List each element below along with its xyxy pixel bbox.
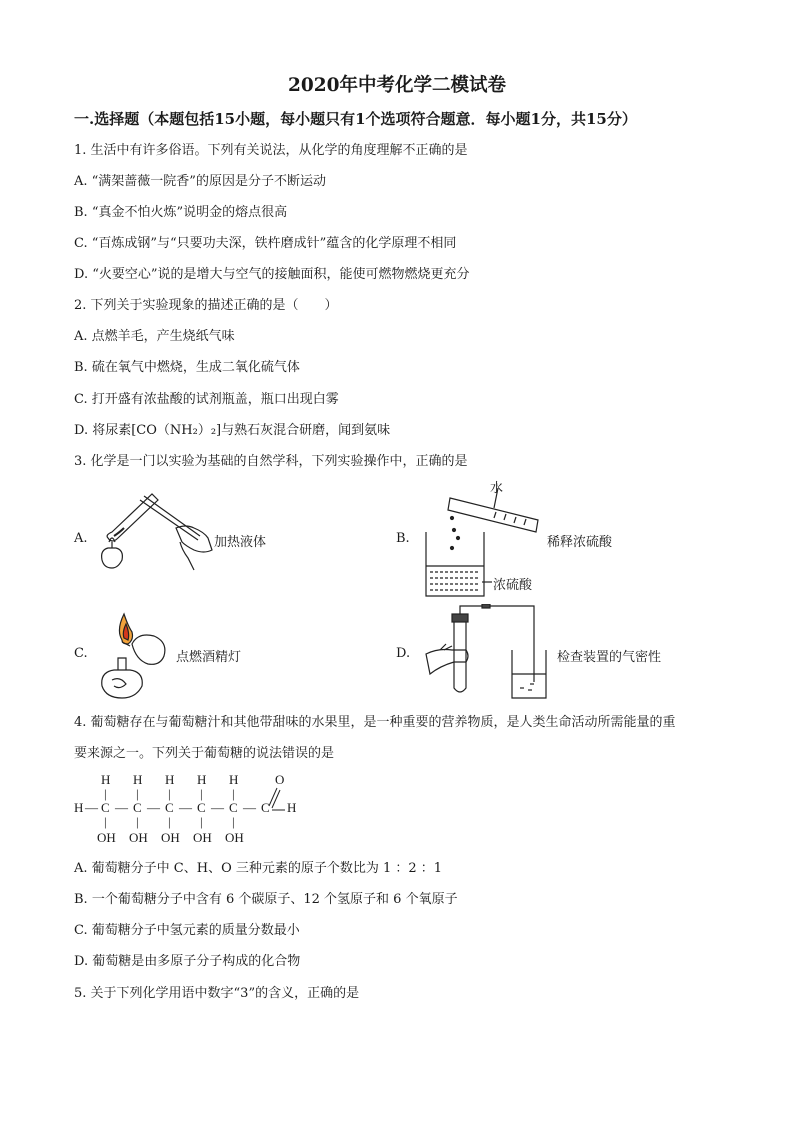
group-oh: OH <box>225 830 244 845</box>
group-oh: OH <box>161 830 180 845</box>
figure-a-letter: A. <box>74 531 88 546</box>
group-oh: OH <box>129 830 148 845</box>
atom-c: C <box>165 800 174 815</box>
page-title: 2020年中考化学二模试卷 <box>288 75 506 96</box>
bond-horizontal: — <box>147 800 160 815</box>
question-4-option-c: C. 葡萄糖分子中氢元素的质量分数最小 <box>74 923 300 938</box>
bond-vertical: | <box>136 814 139 829</box>
question-3-stem: 3. 化学是一门以实验为基础的自然学科，下列实验操作中，正确的是 <box>74 454 468 469</box>
question-4-option-a: A. 葡萄糖分子中 C、H、O 三种元素的原子个数比为 1 ：2 ：1 <box>74 861 443 876</box>
bond-vertical: | <box>200 814 203 829</box>
bond-vertical: | <box>168 786 171 801</box>
atom-c: C <box>197 800 206 815</box>
atom-c: C <box>133 800 142 815</box>
figure-b-water-label: 水 <box>490 481 504 496</box>
question-1-option-b: B. “真金不怕火炼”说明金的熔点很高 <box>74 205 288 220</box>
atom-o: O <box>275 772 285 787</box>
question-1-option-c: C. “百炼成钢”与“只要功夫深，铁杵磨成针”蕴含的化学原理不相同 <box>74 236 457 251</box>
group-oh: OH <box>193 830 212 845</box>
figure-b-acid-label: 浓硫酸 <box>493 578 533 593</box>
bond-vertical: | <box>168 814 171 829</box>
atom-h: H <box>133 772 143 787</box>
bond-horizontal: — <box>243 800 256 815</box>
question-2-option-a: A. 点燃羊毛，产生烧纸气味 <box>74 329 235 344</box>
bond-vertical: | <box>232 814 235 829</box>
aldehyde-bonds <box>74 770 314 850</box>
bond-horizontal: — <box>179 800 192 815</box>
figure-a-caption: 加热液体 <box>214 535 267 550</box>
bond-horizontal: — <box>211 800 224 815</box>
atom-c: C <box>261 800 270 815</box>
bond-vertical: | <box>136 786 139 801</box>
question-2-option-d: D. 将尿素[CO（NH₂）₂]与熟石灰混合研磨，闻到氨味 <box>74 423 391 438</box>
figure-d-letter: D. <box>396 646 411 661</box>
figure-b-letter: B. <box>396 531 410 546</box>
figure-d-caption: 检查装置的气密性 <box>557 650 662 665</box>
glucose-structural-formula <box>74 770 314 850</box>
section-heading: 一.选择题（本题包括15小题，每小题只有1个选项符合题意．每小题1分，共15分） <box>74 110 637 128</box>
figure-d-airtightness <box>420 604 550 700</box>
question-2-option-c: C. 打开盛有浓盐酸的试剂瓶盖，瓶口出现白雾 <box>74 392 339 407</box>
atom-c: C <box>229 800 238 815</box>
question-4-stem-line-1: 4. 葡萄糖存在与葡萄糖汁和其他带甜味的水果里，是一种重要的营养物质，是人类生命活动所需能量的重 <box>74 715 676 730</box>
figure-c-caption: 点燃酒精灯 <box>176 650 242 665</box>
question-1-option-d: D. “火要空心”说的是增大与空气的接触面积，能使可燃物燃烧更充分 <box>74 267 470 282</box>
question-1-stem: 1. 生活中有许多俗语。下列有关说法，从化学的角度理解不正确的是 <box>74 143 468 158</box>
question-4-option-d: D. 葡萄糖是由多原子分子构成的化合物 <box>74 954 301 969</box>
bond-vertical: | <box>232 786 235 801</box>
bond-horizontal: — <box>115 800 128 815</box>
bond-horizontal: — <box>85 800 98 815</box>
atom-h: H <box>229 772 239 787</box>
atom-h: H <box>101 772 111 787</box>
question-2-stem: 2. 下列关于实验现象的描述正确的是（ ） <box>74 298 338 313</box>
atom-c: C <box>101 800 110 815</box>
figure-a-heating-liquid <box>90 488 220 588</box>
atom-h: H <box>287 800 297 815</box>
figure-c-lighting-lamp <box>92 610 182 702</box>
group-oh: OH <box>97 830 116 845</box>
atom-h: H <box>197 772 207 787</box>
bond-vertical: | <box>200 786 203 801</box>
atom-h: H <box>165 772 175 787</box>
bond-vertical: | <box>104 814 107 829</box>
atom-h: H <box>74 800 84 815</box>
question-5-stem: 5. 关于下列化学用语中数字“3”的含义，正确的是 <box>74 986 360 1001</box>
figure-c-letter: C. <box>74 646 88 661</box>
figure-b-caption: 稀释浓硫酸 <box>547 535 613 550</box>
question-2-option-b: B. 硫在氧气中燃烧，生成二氧化硫气体 <box>74 360 300 375</box>
bond-vertical: | <box>104 786 107 801</box>
question-4-stem-line-2: 要来源之一。下列关于葡萄糖的说法错误的是 <box>74 746 335 761</box>
question-4-option-b: B. 一个葡萄糖分子中含有 6 个碳原子、12 个氢原子和 6 个氧原子 <box>74 892 458 907</box>
question-1-option-a: A. “满架蔷薇一院香”的原因是分子不断运动 <box>74 174 326 189</box>
